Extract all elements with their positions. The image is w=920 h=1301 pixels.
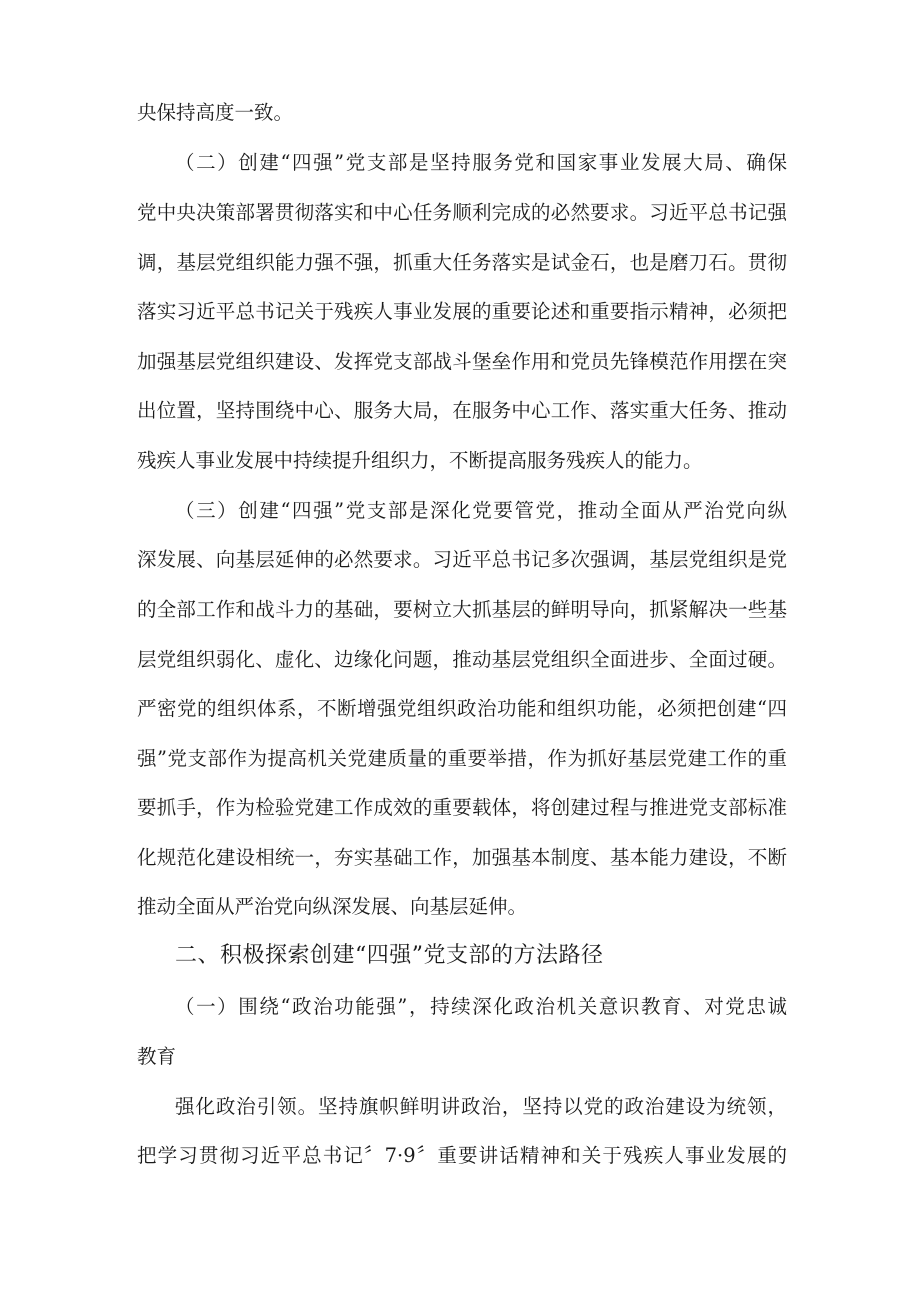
paragraph-line: 化规范化建设相统一，夯实基础工作，加强基本制度、基本能力建设，不断 [137, 846, 787, 869]
paragraph-line: 的全部工作和战斗力的基础，要树立大抓基层的鲜明导向，抓紧解决一些基 [137, 598, 787, 621]
subsection-heading-line: （一）围绕“政治功能强”，持续深化政治机关意识教育、对党忠诚 [175, 995, 787, 1018]
paragraph-line: 严密党的组织体系，不断增强党组织政治功能和组织功能，必须把创建“四 [137, 697, 787, 720]
paragraph-line: 残疾人事业发展中持续提升组织力，不断提高服务残疾人的能力。 [137, 449, 703, 472]
paragraph-line: 央保持高度一致。 [137, 101, 294, 124]
section-heading: 二、积极探索创建“四强”党支部的方法路径 [175, 943, 604, 968]
paragraph-line: 调，基层党组织能力强不强，抓重大任务落实是试金石，也是磨刀石。贯彻 [137, 251, 787, 274]
paragraph-line: （三）创建“四强”党支部是深化党要管党，推动全面从严治党向纵 [175, 499, 787, 522]
paragraph-line: 落实习近平总书记关于残疾人事业发展的重要论述和重要指示精神，必须把 [137, 300, 787, 323]
paragraph-line: （二）创建“四强”党支部是坚持服务党和国家事业发展大局、确保 [175, 151, 787, 174]
paragraph-line: 加强基层党组织建设、发挥党支部战斗堡垒作用和党员先锋模范作用摆在突 [137, 350, 787, 373]
paragraph-line: 推动全面从严治党向纵深发展、向基层延伸。 [137, 895, 528, 918]
subsection-heading-line: 教育 [137, 1045, 177, 1068]
paragraph-line: 深发展、向基层延伸的必然要求。习近平总书记多次强调，基层党组织是党 [137, 548, 787, 571]
paragraph-line: 把学习贯彻习近平总书记〞7·9〞重要讲话精神和关于残疾人事业发展的 [137, 1144, 787, 1167]
paragraph-line: 出位置，坚持围绕中心、服务大局，在服务中心工作、落实重大任务、推动 [137, 399, 787, 422]
paragraph-line: 强化政治引领。坚持旗帜鲜明讲政治，坚持以党的政治建设为统领， [175, 1095, 787, 1118]
paragraph-line: 要抓手，作为检验党建工作成效的重要载体，将创建过程与推进党支部标准 [137, 796, 787, 819]
paragraph-line: 层党组织弱化、虚化、边缘化问题，推动基层党组织全面进步、全面过硬。 [137, 648, 787, 671]
paragraph-line: 党中央决策部署贯彻落实和中心任务顺利完成的必然要求。习近平总书记强 [137, 201, 787, 224]
paragraph-line: 强”党支部作为提高机关党建质量的重要举措，作为抓好基层党建工作的重 [137, 747, 787, 770]
